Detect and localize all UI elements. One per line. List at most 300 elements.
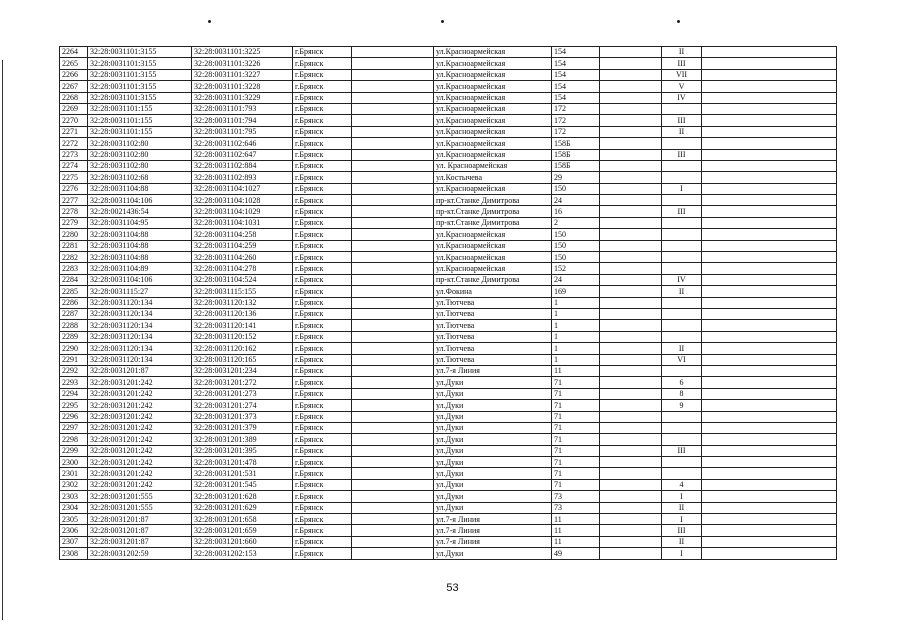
city-cell: г.Брянск bbox=[293, 172, 352, 183]
parcel-cadastral-cell: 32:28:0031201:555 bbox=[88, 491, 192, 502]
house-number-cell: 1 bbox=[552, 331, 600, 342]
object-cadastral-cell: 32:28:0031101:795 bbox=[192, 126, 293, 137]
table-row bbox=[60, 286, 837, 297]
table-row bbox=[60, 422, 837, 433]
empty-cell bbox=[352, 502, 434, 513]
house-number-cell: 1 bbox=[552, 343, 600, 354]
unit-cell: I bbox=[662, 183, 702, 194]
table-row bbox=[60, 411, 837, 422]
unit-cell bbox=[662, 457, 702, 468]
row-number-cell: 2268 bbox=[60, 92, 88, 103]
city-cell: г.Брянск bbox=[293, 388, 352, 399]
empty-cell bbox=[600, 479, 662, 490]
house-number-cell: 150 bbox=[552, 229, 600, 240]
street-cell: ул.Красноармейская bbox=[434, 81, 552, 92]
city-cell: г.Брянск bbox=[293, 115, 352, 126]
unit-cell: II bbox=[662, 536, 702, 547]
parcel-cadastral-cell: 32:28:0031201:242 bbox=[88, 422, 192, 433]
parcel-cadastral-cell: 32:28:0031201:242 bbox=[88, 411, 192, 422]
object-cadastral-cell: 32:28:0031104:524 bbox=[192, 274, 293, 285]
house-number-cell: 71 bbox=[552, 445, 600, 456]
object-cadastral-cell: 32:28:0031101:3227 bbox=[192, 69, 293, 80]
table-row bbox=[60, 434, 837, 445]
table-row bbox=[60, 160, 837, 171]
city-cell: г.Брянск bbox=[293, 548, 352, 559]
row-number-cell: 2287 bbox=[60, 308, 88, 319]
object-cadastral-cell: 32:28:0031104:278 bbox=[192, 263, 293, 274]
street-cell: ул. Красноармейская bbox=[434, 160, 552, 171]
unit-cell: VI bbox=[662, 354, 702, 365]
empty-cell bbox=[702, 400, 837, 411]
house-number-cell: 71 bbox=[552, 388, 600, 399]
unit-cell: 4 bbox=[662, 479, 702, 490]
unit-cell bbox=[662, 411, 702, 422]
table-row bbox=[60, 206, 837, 217]
house-number-cell: 158Б bbox=[552, 160, 600, 171]
unit-cell bbox=[662, 308, 702, 319]
street-cell: ул.Красноармейская bbox=[434, 58, 552, 69]
row-number-cell: 2274 bbox=[60, 160, 88, 171]
house-number-cell: 11 bbox=[552, 514, 600, 525]
unit-cell: IV bbox=[662, 274, 702, 285]
empty-cell bbox=[600, 252, 662, 263]
row-number-cell: 2308 bbox=[60, 548, 88, 559]
street-cell: ул.Красноармейская bbox=[434, 126, 552, 137]
table-row bbox=[60, 400, 837, 411]
empty-cell bbox=[600, 126, 662, 137]
city-cell: г.Брянск bbox=[293, 69, 352, 80]
empty-cell bbox=[352, 365, 434, 376]
parcel-cadastral-cell: 32:28:0031101:3155 bbox=[88, 58, 192, 69]
empty-cell bbox=[352, 81, 434, 92]
parcel-cadastral-cell: 32:28:0031101:3155 bbox=[88, 69, 192, 80]
empty-cell bbox=[702, 468, 837, 479]
empty-cell bbox=[352, 115, 434, 126]
unit-cell bbox=[662, 263, 702, 274]
unit-cell bbox=[662, 240, 702, 251]
empty-cell bbox=[600, 502, 662, 513]
empty-cell bbox=[352, 320, 434, 331]
empty-cell bbox=[702, 548, 837, 559]
house-number-cell: 71 bbox=[552, 422, 600, 433]
row-number-cell: 2265 bbox=[60, 58, 88, 69]
object-cadastral-cell: 32:28:0031202:153 bbox=[192, 548, 293, 559]
street-cell: ул.7-я Линия bbox=[434, 525, 552, 536]
city-cell: г.Брянск bbox=[293, 445, 352, 456]
empty-cell bbox=[600, 365, 662, 376]
house-number-cell: 1 bbox=[552, 297, 600, 308]
parcel-cadastral-cell: 32:28:0031120:134 bbox=[88, 320, 192, 331]
table-row bbox=[60, 274, 837, 285]
street-cell: ул.Дуки bbox=[434, 400, 552, 411]
unit-cell bbox=[662, 434, 702, 445]
house-number-cell: 11 bbox=[552, 525, 600, 536]
object-cadastral-cell: 32:28:0031104:260 bbox=[192, 252, 293, 263]
empty-cell bbox=[352, 331, 434, 342]
empty-cell bbox=[600, 514, 662, 525]
row-number-cell: 2303 bbox=[60, 491, 88, 502]
city-cell: г.Брянск bbox=[293, 514, 352, 525]
row-number-cell: 2281 bbox=[60, 240, 88, 251]
empty-cell bbox=[352, 206, 434, 217]
object-cadastral-cell: 32:28:0031120:162 bbox=[192, 343, 293, 354]
street-cell: ул.Тютчева bbox=[434, 320, 552, 331]
empty-cell bbox=[352, 58, 434, 69]
city-cell: г.Брянск bbox=[293, 502, 352, 513]
object-cadastral-cell: 32:28:0031201:389 bbox=[192, 434, 293, 445]
row-number-cell: 2298 bbox=[60, 434, 88, 445]
empty-cell bbox=[702, 525, 837, 536]
unit-cell: II bbox=[662, 343, 702, 354]
empty-cell bbox=[352, 445, 434, 456]
empty-cell bbox=[702, 69, 837, 80]
object-cadastral-cell: 32:28:0031104:259 bbox=[192, 240, 293, 251]
table-row bbox=[60, 468, 837, 479]
empty-cell bbox=[352, 548, 434, 559]
object-cadastral-cell: 32:28:0031201:273 bbox=[192, 388, 293, 399]
street-cell: ул.Дуки bbox=[434, 479, 552, 490]
city-cell: г.Брянск bbox=[293, 58, 352, 69]
scan-mark-left bbox=[208, 20, 211, 23]
empty-cell bbox=[702, 434, 837, 445]
empty-cell bbox=[600, 354, 662, 365]
object-cadastral-cell: 32:28:0031201:379 bbox=[192, 422, 293, 433]
city-cell: г.Брянск bbox=[293, 274, 352, 285]
empty-cell bbox=[600, 400, 662, 411]
object-cadastral-cell: 32:28:0031201:531 bbox=[192, 468, 293, 479]
parcel-cadastral-cell: 32:28:0031120:134 bbox=[88, 354, 192, 365]
unit-cell: III bbox=[662, 115, 702, 126]
table-row bbox=[60, 388, 837, 399]
house-number-cell: 73 bbox=[552, 491, 600, 502]
row-number-cell: 2284 bbox=[60, 274, 88, 285]
empty-cell bbox=[352, 138, 434, 149]
empty-cell bbox=[352, 126, 434, 137]
street-cell: ул.Тютчева bbox=[434, 297, 552, 308]
empty-cell bbox=[600, 445, 662, 456]
row-number-cell: 2307 bbox=[60, 536, 88, 547]
empty-cell bbox=[352, 411, 434, 422]
parcel-cadastral-cell: 32:28:0031120:134 bbox=[88, 297, 192, 308]
street-cell: ул.Дуки bbox=[434, 377, 552, 388]
parcel-cadastral-cell: 32:28:0031101:3155 bbox=[88, 47, 192, 58]
row-number-cell: 2278 bbox=[60, 206, 88, 217]
object-cadastral-cell: 32:28:0031201:272 bbox=[192, 377, 293, 388]
unit-cell: II bbox=[662, 502, 702, 513]
empty-cell bbox=[600, 331, 662, 342]
scan-mark-center bbox=[441, 20, 444, 23]
empty-cell bbox=[702, 172, 837, 183]
empty-cell bbox=[702, 491, 837, 502]
row-number-cell: 2293 bbox=[60, 377, 88, 388]
table-row bbox=[60, 138, 837, 149]
city-cell: г.Брянск bbox=[293, 297, 352, 308]
empty-cell bbox=[600, 536, 662, 547]
parcel-cadastral-cell: 32:28:0031202:59 bbox=[88, 548, 192, 559]
city-cell: г.Брянск bbox=[293, 457, 352, 468]
street-cell: ул.Тютчева bbox=[434, 343, 552, 354]
street-cell: ул.Красноармейская bbox=[434, 252, 552, 263]
object-cadastral-cell: 32:28:0031102:893 bbox=[192, 172, 293, 183]
object-cadastral-cell: 32:28:0031201:628 bbox=[192, 491, 293, 502]
empty-cell bbox=[600, 411, 662, 422]
object-cadastral-cell: 32:28:0031120:136 bbox=[192, 308, 293, 319]
empty-cell bbox=[352, 69, 434, 80]
empty-cell bbox=[600, 160, 662, 171]
house-number-cell: 154 bbox=[552, 81, 600, 92]
city-cell: г.Брянск bbox=[293, 320, 352, 331]
empty-cell bbox=[702, 343, 837, 354]
house-number-cell: 154 bbox=[552, 69, 600, 80]
empty-cell bbox=[702, 445, 837, 456]
house-number-cell: 172 bbox=[552, 115, 600, 126]
parcel-cadastral-cell: 32:28:0031101:155 bbox=[88, 103, 192, 114]
row-number-cell: 2272 bbox=[60, 138, 88, 149]
empty-cell bbox=[600, 81, 662, 92]
scan-mark-right bbox=[677, 20, 680, 23]
house-number-cell: 71 bbox=[552, 468, 600, 479]
object-cadastral-cell: 32:28:0031104:1029 bbox=[192, 206, 293, 217]
table-row bbox=[60, 354, 837, 365]
row-number-cell: 2289 bbox=[60, 331, 88, 342]
unit-cell: III bbox=[662, 58, 702, 69]
row-number-cell: 2276 bbox=[60, 183, 88, 194]
table-row bbox=[60, 331, 837, 342]
unit-cell: I bbox=[662, 548, 702, 559]
city-cell: г.Брянск bbox=[293, 308, 352, 319]
unit-cell: VII bbox=[662, 69, 702, 80]
empty-cell bbox=[352, 160, 434, 171]
empty-cell bbox=[352, 491, 434, 502]
empty-cell bbox=[352, 217, 434, 228]
empty-cell bbox=[702, 229, 837, 240]
parcel-cadastral-cell: 32:28:0031201:87 bbox=[88, 536, 192, 547]
object-cadastral-cell: 32:28:0031104:258 bbox=[192, 229, 293, 240]
table-row bbox=[60, 47, 837, 58]
empty-cell bbox=[600, 308, 662, 319]
object-cadastral-cell: 32:28:0031201:659 bbox=[192, 525, 293, 536]
unit-cell bbox=[662, 195, 702, 206]
object-cadastral-cell: 32:28:0031201:373 bbox=[192, 411, 293, 422]
house-number-cell: 1 bbox=[552, 354, 600, 365]
empty-cell bbox=[702, 297, 837, 308]
table-row bbox=[60, 320, 837, 331]
table-row bbox=[60, 297, 837, 308]
empty-cell bbox=[600, 320, 662, 331]
parcel-cadastral-cell: 32:28:0031201:242 bbox=[88, 377, 192, 388]
empty-cell bbox=[600, 263, 662, 274]
empty-cell bbox=[352, 354, 434, 365]
house-number-cell: 150 bbox=[552, 240, 600, 251]
empty-cell bbox=[702, 252, 837, 263]
house-number-cell: 158Б bbox=[552, 138, 600, 149]
empty-cell bbox=[702, 92, 837, 103]
row-number-cell: 2279 bbox=[60, 217, 88, 228]
object-cadastral-cell: 32:28:0031101:3229 bbox=[192, 92, 293, 103]
table-row bbox=[60, 81, 837, 92]
object-cadastral-cell: 32:28:0031120:141 bbox=[192, 320, 293, 331]
house-number-cell: 71 bbox=[552, 457, 600, 468]
house-number-cell: 1 bbox=[552, 320, 600, 331]
empty-cell bbox=[702, 377, 837, 388]
empty-cell bbox=[600, 388, 662, 399]
unit-cell bbox=[662, 217, 702, 228]
house-number-cell: 152 bbox=[552, 263, 600, 274]
table-row bbox=[60, 502, 837, 513]
unit-cell: 6 bbox=[662, 377, 702, 388]
empty-cell bbox=[352, 103, 434, 114]
street-cell: ул.Красноармейская bbox=[434, 229, 552, 240]
table-row bbox=[60, 115, 837, 126]
house-number-cell: 11 bbox=[552, 365, 600, 376]
street-cell: ул.Дуки bbox=[434, 411, 552, 422]
empty-cell bbox=[352, 400, 434, 411]
empty-cell bbox=[702, 47, 837, 58]
unit-cell bbox=[662, 138, 702, 149]
parcel-cadastral-cell: 32:28:0031115:27 bbox=[88, 286, 192, 297]
empty-cell bbox=[352, 172, 434, 183]
row-number-cell: 2280 bbox=[60, 229, 88, 240]
empty-cell bbox=[352, 479, 434, 490]
object-cadastral-cell: 32:28:0031201:545 bbox=[192, 479, 293, 490]
parcel-cadastral-cell: 32:28:0031201:242 bbox=[88, 468, 192, 479]
house-number-cell: 73 bbox=[552, 502, 600, 513]
city-cell: г.Брянск bbox=[293, 138, 352, 149]
empty-cell bbox=[600, 240, 662, 251]
empty-cell bbox=[352, 434, 434, 445]
object-cadastral-cell: 32:28:0031104:1027 bbox=[192, 183, 293, 194]
street-cell: пр-кт.Станке Димитрова bbox=[434, 206, 552, 217]
parcel-cadastral-cell: 32:28:0031102:80 bbox=[88, 160, 192, 171]
street-cell: ул.Дуки bbox=[434, 502, 552, 513]
city-cell: г.Брянск bbox=[293, 149, 352, 160]
house-number-cell: 71 bbox=[552, 479, 600, 490]
empty-cell bbox=[702, 422, 837, 433]
unit-cell bbox=[662, 365, 702, 376]
row-number-cell: 2292 bbox=[60, 365, 88, 376]
parcel-cadastral-cell: 32:28:0031102:80 bbox=[88, 138, 192, 149]
street-cell: пр-кт.Станке Димитрова bbox=[434, 217, 552, 228]
empty-cell bbox=[352, 263, 434, 274]
street-cell: ул.Красноармейская bbox=[434, 263, 552, 274]
table-row bbox=[60, 217, 837, 228]
empty-cell bbox=[702, 388, 837, 399]
city-cell: г.Брянск bbox=[293, 479, 352, 490]
empty-cell bbox=[702, 103, 837, 114]
unit-cell: II bbox=[662, 47, 702, 58]
table-row bbox=[60, 514, 837, 525]
page-number: 53 bbox=[446, 582, 459, 594]
table-row bbox=[60, 457, 837, 468]
empty-cell bbox=[702, 115, 837, 126]
row-number-cell: 2295 bbox=[60, 400, 88, 411]
table-row bbox=[60, 69, 837, 80]
house-number-cell: 154 bbox=[552, 92, 600, 103]
city-cell: г.Брянск bbox=[293, 422, 352, 433]
empty-cell bbox=[702, 126, 837, 137]
unit-cell: II bbox=[662, 126, 702, 137]
object-cadastral-cell: 32:28:0031101:3225 bbox=[192, 47, 293, 58]
row-number-cell: 2267 bbox=[60, 81, 88, 92]
empty-cell bbox=[600, 274, 662, 285]
empty-cell bbox=[702, 479, 837, 490]
table-row bbox=[60, 126, 837, 137]
empty-cell bbox=[600, 297, 662, 308]
house-number-cell: 11 bbox=[552, 536, 600, 547]
empty-cell bbox=[702, 320, 837, 331]
object-cadastral-cell: 32:28:0031201:395 bbox=[192, 445, 293, 456]
house-number-cell: 24 bbox=[552, 195, 600, 206]
empty-cell bbox=[600, 548, 662, 559]
street-cell: ул.Красноармейская bbox=[434, 183, 552, 194]
parcel-cadastral-cell: 32:28:0031102:68 bbox=[88, 172, 192, 183]
object-cadastral-cell: 32:28:0031102:884 bbox=[192, 160, 293, 171]
unit-cell bbox=[662, 422, 702, 433]
empty-cell bbox=[352, 468, 434, 479]
empty-cell bbox=[600, 206, 662, 217]
city-cell: г.Брянск bbox=[293, 365, 352, 376]
object-cadastral-cell: 32:28:0031120:132 bbox=[192, 297, 293, 308]
row-number-cell: 2300 bbox=[60, 457, 88, 468]
parcel-cadastral-cell: 32:28:0031120:134 bbox=[88, 331, 192, 342]
parcel-cadastral-cell: 32:28:0031201:242 bbox=[88, 434, 192, 445]
empty-cell bbox=[352, 47, 434, 58]
house-number-cell: 16 bbox=[552, 206, 600, 217]
empty-cell bbox=[352, 377, 434, 388]
unit-cell bbox=[662, 229, 702, 240]
parcel-cadastral-cell: 32:28:0031104:88 bbox=[88, 229, 192, 240]
parcel-cadastral-cell: 32:28:0031102:80 bbox=[88, 149, 192, 160]
empty-cell bbox=[352, 388, 434, 399]
empty-cell bbox=[702, 331, 837, 342]
street-cell: ул.Дуки bbox=[434, 457, 552, 468]
street-cell: пр-кт.Станке Димитрова bbox=[434, 274, 552, 285]
object-cadastral-cell: 32:28:0031201:274 bbox=[192, 400, 293, 411]
row-number-cell: 2296 bbox=[60, 411, 88, 422]
empty-cell bbox=[600, 103, 662, 114]
house-number-cell: 1 bbox=[552, 308, 600, 319]
empty-cell bbox=[600, 69, 662, 80]
empty-cell bbox=[600, 422, 662, 433]
row-number-cell: 2273 bbox=[60, 149, 88, 160]
empty-cell bbox=[352, 457, 434, 468]
table-row bbox=[60, 149, 837, 160]
street-cell: ул.Красноармейская bbox=[434, 103, 552, 114]
empty-cell bbox=[352, 252, 434, 263]
empty-cell bbox=[352, 297, 434, 308]
street-cell: ул.7-я Линия bbox=[434, 365, 552, 376]
parcel-cadastral-cell: 32:28:0031201:242 bbox=[88, 388, 192, 399]
empty-cell bbox=[702, 274, 837, 285]
empty-cell bbox=[600, 217, 662, 228]
street-cell: ул.Красноармейская bbox=[434, 138, 552, 149]
unit-cell: III bbox=[662, 206, 702, 217]
empty-cell bbox=[702, 286, 837, 297]
table-row bbox=[60, 240, 837, 251]
street-cell: ул.Дуки bbox=[434, 445, 552, 456]
object-cadastral-cell: 32:28:0031201:629 bbox=[192, 502, 293, 513]
empty-cell bbox=[702, 263, 837, 274]
parcel-cadastral-cell: 32:28:0031104:88 bbox=[88, 252, 192, 263]
city-cell: г.Брянск bbox=[293, 411, 352, 422]
empty-cell bbox=[600, 491, 662, 502]
empty-cell bbox=[702, 411, 837, 422]
street-cell: ул.Дуки bbox=[434, 434, 552, 445]
parcel-cadastral-cell: 32:28:0031201:242 bbox=[88, 400, 192, 411]
object-cadastral-cell: 32:28:0031104:1031 bbox=[192, 217, 293, 228]
row-number-cell: 2283 bbox=[60, 263, 88, 274]
street-cell: ул.Тютчева bbox=[434, 308, 552, 319]
